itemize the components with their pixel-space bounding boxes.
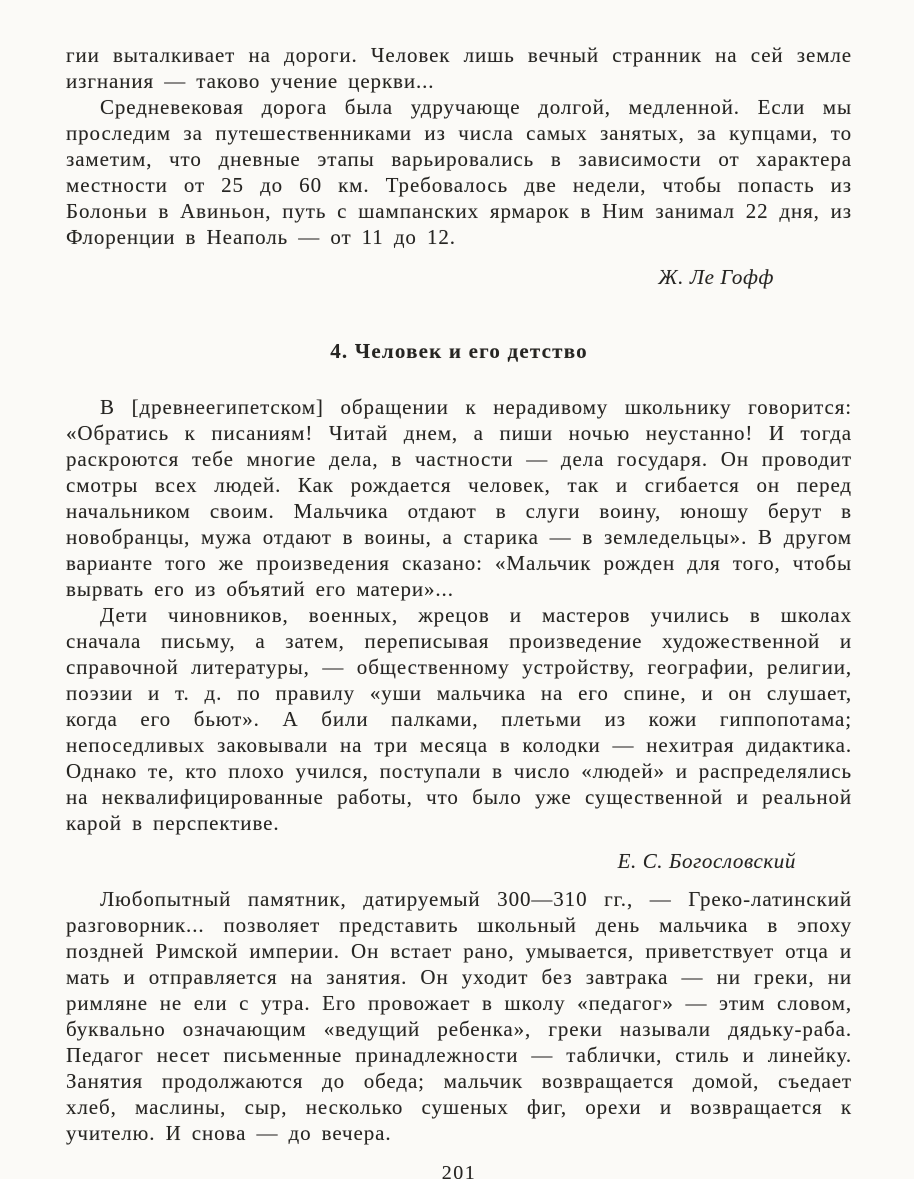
paragraph-roman-schoolday: Любопытный памятник, датируемый 300—310 гг., — Греко-латинский разговорник... позволяет представить школьный день мальчика в эпоху поздней Римской империи. Он встает рано, умывается, приветствует отца и мать и отправляется на занятия. Он уходит без завтрака — ни греки, ни римляне не ели с утра. Его провожает в школу «педагог» — этим словом, буквально означающим «ведущий ребенка», греки называли дядьку-раба. Педагог несет письменные принадлежности — таблички, стиль и линейку. Занятия продолжаются до обеда; мальчик возвращается домой, съедает хлеб, маслины, сыр, несколько сушеных фиг, орехи и возвращается к учителю. И снова — до вечера. <box>66 887 852 1145</box>
attribution-bogoslovsky: Е. С. Богословский <box>617 849 796 873</box>
paragraph-egyptian-school: В [древнеегипетском] обращении к нерадивому школьнику говорится: «Обратись к писаниям! Читай днем, а пиши ночью неустанно! И тогда раскроются тебе многие дела, в частности — дела государя. Он проводит смотры всех людей. Как рождается человек, так и сгибается он перед начальником своим. Мальчика отдают в слуги воину, юношу берут в новобранцы, мужа отдают в воины, а старика — в земледельцы». В другом варианте того же произведения сказано: «Мальчик рожден для того, чтобы вырвать его из объятий его матери»... <box>66 395 852 601</box>
paragraph-officials-children: Дети чиновников, военных, жрецов и мастеров учились в школах сначала письму, а затем, переписывая произведение художественной и справочной литературы, — общественному устройству, географии, религии, поэзии и т. д. по правилу «уши мальчика на его спине, и он слушает, когда его бьют». А били палками, плетьми из кожи гиппопотама; непоседливых заковывали на три месяца в колодки — нехитрая дидактика. Однако те, кто плохо учился, поступали в число «людей» и распределялись на неквалифицированные работы, что было уже существенной и реальной карой в перспективе. <box>66 603 852 835</box>
paragraph-medieval-road: Средневековая дорога была удручающе долгой, медленной. Если мы проследим за путешественниками из числа самых занятых, за купцами, то заметим, что дневные этапы варьировались в зависимости от характера местности от 25 до 60 км. Требовалось две недели, чтобы попасть из Болоньи в Авиньон, путь с шампанских ярмарок в Ним занимал 22 дня, из Флоренции в Неаполь — от 11 до 12. <box>66 95 852 249</box>
page-number: 201 <box>441 1162 477 1179</box>
attribution-le-goff: Ж. Ле Гофф <box>658 265 774 289</box>
section-heading: 4. Человек и его детство <box>330 339 588 363</box>
paragraph-continuation: гии выталкивает на дороги. Человек лишь вечный странник на сей земле изгнания — таково учение церкви... <box>66 43 852 93</box>
